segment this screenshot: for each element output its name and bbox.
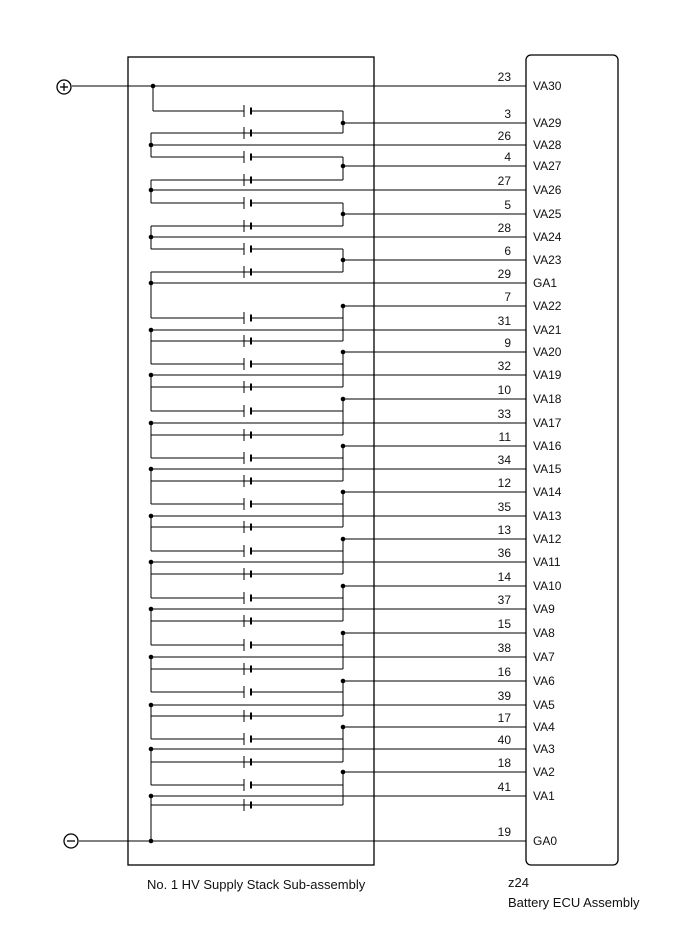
signal-label: VA11 <box>533 555 561 569</box>
battery-cell-symbol <box>244 197 251 209</box>
negative-terminal <box>64 834 78 848</box>
signal-label: VA30 <box>533 79 562 93</box>
pin-number: 28 <box>497 221 511 235</box>
pin-number: 36 <box>497 546 511 560</box>
signal-label: VA22 <box>533 299 562 313</box>
pin-number: 17 <box>497 711 511 725</box>
pin-number: 26 <box>497 129 511 143</box>
signal-label: VA6 <box>533 674 555 688</box>
pin-number: 12 <box>497 476 511 490</box>
signal-label: VA15 <box>533 462 562 476</box>
pin-number: 4 <box>504 150 511 164</box>
signal-label: VA21 <box>533 323 562 337</box>
battery-cell-symbol <box>244 243 251 255</box>
signal-label: GA0 <box>533 834 558 848</box>
pin-number: 13 <box>497 523 511 537</box>
signal-label: VA29 <box>533 116 562 130</box>
pin-number: 19 <box>497 825 511 839</box>
battery-cell-symbol <box>244 312 251 324</box>
pin-number: 6 <box>504 244 511 258</box>
pin-number: 29 <box>497 267 511 281</box>
signal-label: VA20 <box>533 345 562 359</box>
signal-label: VA3 <box>533 742 555 756</box>
battery-cell-symbol <box>244 405 251 417</box>
signal-label: VA4 <box>533 720 555 734</box>
signal-label: VA10 <box>533 579 562 593</box>
signal-label: VA26 <box>533 183 562 197</box>
stack-caption: No. 1 HV Supply Stack Sub-assembly <box>147 877 366 892</box>
pin-number: 9 <box>504 336 511 350</box>
pin-number: 33 <box>497 407 511 421</box>
pin-label-layer <box>498 70 562 848</box>
battery-cell-symbol <box>244 452 251 464</box>
pin-number: 18 <box>497 756 511 770</box>
pin-number: 23 <box>497 70 511 84</box>
signal-label: VA19 <box>533 368 562 382</box>
wire-layer <box>72 84 526 844</box>
ecu-caption: Battery ECU Assembly <box>508 895 640 910</box>
pin-number: 35 <box>497 500 511 514</box>
pin-number: 27 <box>497 174 511 188</box>
battery-cell-symbol <box>244 686 251 698</box>
pin-number: 39 <box>497 689 511 703</box>
battery-cell-symbol <box>244 592 251 604</box>
signal-label: VA16 <box>533 439 562 453</box>
battery-cell-symbol <box>244 105 251 117</box>
signal-label: VA2 <box>533 765 555 779</box>
signal-label: VA23 <box>533 253 562 267</box>
signal-label: VA12 <box>533 532 562 546</box>
pin-number: 11 <box>498 430 511 444</box>
junction-dot <box>149 839 154 844</box>
signal-label: VA28 <box>533 138 562 152</box>
pin-number: 40 <box>497 733 511 747</box>
signal-label: VA25 <box>533 207 562 221</box>
signal-label: VA27 <box>533 159 562 173</box>
positive-terminal <box>57 80 71 94</box>
pin-number: 3 <box>504 107 511 121</box>
signal-label: VA9 <box>533 602 555 616</box>
pin-number: 32 <box>497 359 511 373</box>
battery-cell-symbol <box>244 358 251 370</box>
pin-number: 7 <box>504 290 511 304</box>
signal-label: VA14 <box>533 485 562 499</box>
battery-cell-symbol <box>244 151 251 163</box>
battery-cell-symbol <box>244 545 251 557</box>
pin-number: 38 <box>497 641 511 655</box>
pin-number: 16 <box>497 665 511 679</box>
pin-number: 37 <box>497 593 511 607</box>
battery-cell-symbol <box>244 779 251 791</box>
signal-label: VA18 <box>533 392 562 406</box>
junction-dot <box>151 84 156 89</box>
pin-number: 5 <box>504 198 511 212</box>
pin-number: 41 <box>497 780 511 794</box>
pin-number: 15 <box>497 617 511 631</box>
battery-cell-symbol <box>244 498 251 510</box>
signal-label: GA1 <box>533 276 558 290</box>
signal-label: VA24 <box>533 230 562 244</box>
signal-label: VA8 <box>533 626 555 640</box>
pin-number: 14 <box>497 570 511 584</box>
signal-label: VA7 <box>533 650 555 664</box>
pin-number: 10 <box>497 383 511 397</box>
signal-label: VA5 <box>533 698 555 712</box>
signal-label: VA1 <box>533 789 555 803</box>
signal-label: VA13 <box>533 509 562 523</box>
battery-cell-symbol <box>244 733 251 745</box>
signal-label: VA17 <box>533 416 562 430</box>
connector-id: z24 <box>508 875 529 890</box>
battery-cell-symbol <box>244 639 251 651</box>
pin-number: 31 <box>497 314 511 328</box>
pin-number: 34 <box>497 453 511 467</box>
